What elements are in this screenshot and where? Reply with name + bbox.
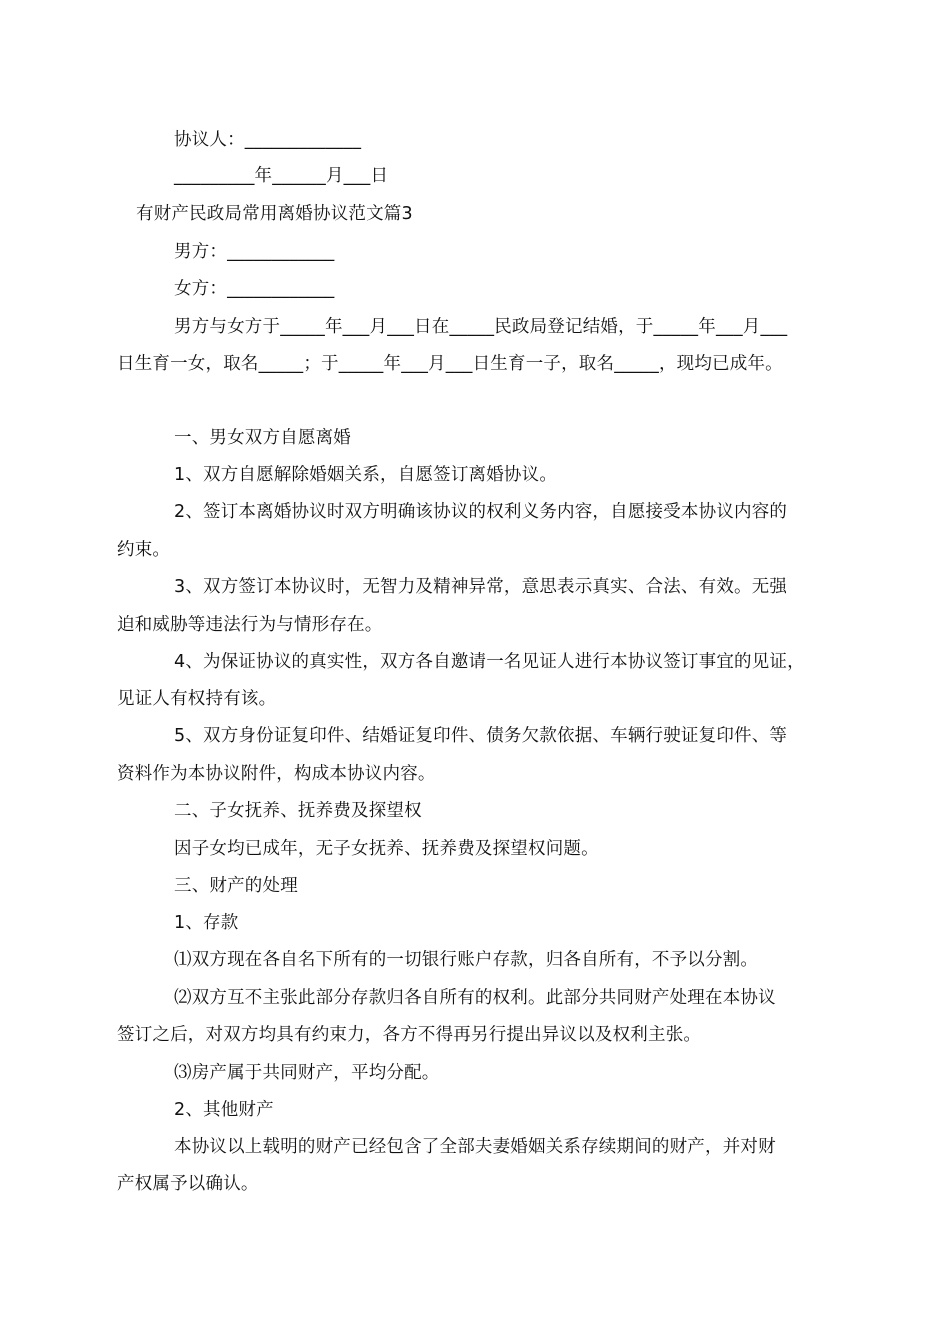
clause-4-line-2: 见证人有权持有该。 (117, 689, 277, 709)
subheading-other-property: 2、其他财产 (174, 1100, 274, 1120)
intro-line-1: 男方与女方于_____年___月___日在_____民政局登记结婚，于_____年___月___ (174, 317, 788, 337)
item-1: ⑴双方现在各自名下所有的一切银行账户存款，归各自所有，不予以分割。 (174, 950, 759, 970)
child-support-paragraph: 因子女均已成年，无子女抚养、抚养费及探望权问题。 (174, 839, 599, 859)
section-title: 有财产民政局常用离婚协议范文篇3 (136, 204, 413, 224)
signature-line: 协议人：_____________ (174, 130, 362, 150)
clause-5-line-1: 5、双方身份证复印件、结婚证复印件、债务欠款依据、车辆行驶证复印件、等 (174, 726, 788, 746)
male-party-line: 男方：____________ (174, 242, 335, 262)
intro-line-2: 日生育一女，取名_____；于_____年___月___日生育一子，取名_____，现均已成年。 (117, 354, 783, 374)
final-line-2: 产权属予以确认。 (117, 1174, 259, 1194)
subheading-deposits: 1、存款 (174, 913, 239, 933)
clause-2-line-1: 2、签订本离婚协议时双方明确该协议的权利义务内容，自愿接受本协议内容的 (174, 502, 788, 522)
heading-mutual-divorce: 一、男女双方自愿离婚 (174, 428, 351, 448)
clause-3-line-2: 迫和威胁等违法行为与情形存在。 (117, 615, 383, 635)
clause-1: 1、双方自愿解除婚姻关系，自愿签订离婚协议。 (174, 465, 558, 485)
heading-property: 三、财产的处理 (174, 876, 298, 896)
final-line-1: 本协议以上载明的财产已经包含了全部夫妻婚姻关系存续期间的财产，并对财 (174, 1137, 776, 1157)
item-2-line-1: ⑵双方互不主张此部分存款归各自所有的权利。此部分共同财产处理在本协议 (174, 988, 776, 1008)
female-party-line: 女方：____________ (174, 279, 335, 299)
clause-3-line-1: 3、双方签订本协议时，无智力及精神异常，意思表示真实、合法、有效。无强 (174, 577, 788, 597)
clause-4-line-1: 4、为保证协议的真实性，双方各自邀请一名见证人进行本协议签订事宜的见证， (174, 652, 805, 672)
clause-5-line-2: 资料作为本协议附件，构成本协议内容。 (117, 764, 436, 784)
date-line: _________年______月___日 (174, 166, 389, 186)
clause-2-line-2: 约束。 (117, 540, 171, 560)
item-2-line-2: 签订之后，对双方均具有约束力，各方不得再另行提出异议以及权利主张。 (117, 1025, 702, 1045)
heading-child-support: 二、子女抚养、抚养费及探望权 (174, 801, 422, 821)
item-3: ⑶房产属于共同财产，平均分配。 (174, 1063, 440, 1083)
